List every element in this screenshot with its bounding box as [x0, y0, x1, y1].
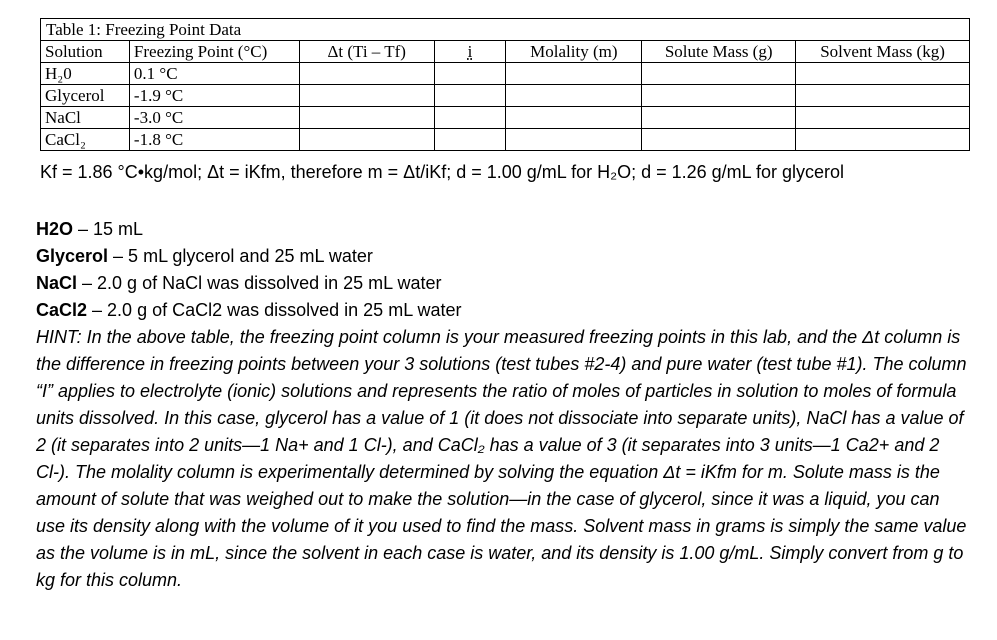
cell-empty [796, 129, 970, 151]
cell-solution: Glycerol [41, 85, 130, 107]
sample-desc: – 5 mL glycerol and 25 mL water [108, 246, 373, 266]
table-row [41, 107, 970, 129]
sample-h2o [36, 216, 976, 243]
hint-paragraph: HINT: In the above table, the freezing point column is your measured freezing points in this lab, and the Δt column is the difference in freezing points between your 3 solutions (test tubes #2-4) and pure water (test tube #1). The column “I” applies to electrolyte (ionic) solutions and represents the ratio of moles of particles in solution to moles of formula units dissolved. In this case, glycerol has a value of 1 (it does not dissociate into separate units), NaCl has a value of 2 (it separates into 2 units—1 Na+ and 1 Cl-), and CaCl₂ has a value of 3 (it separates into 3 units—1 Ca2+ and 2 Cl-). The molality column is experimentally determined by solving the equation Δt = iKfm for m. Solute mass is the amount of solute that was weighed out to make the solution—in the case of glycerol, since it was a liquid, you can use its density along with the volume of it you used to find the mass. Solvent mass in grams is simply the same value as the volume is in mL, since the solvent in each case is water, and its density is 1.00 g/mL. Simply convert from g to kg for this column. [36, 327, 967, 590]
sample-desc: – 2.0 g of CaCl2 was dissolved in 25 mL water [87, 300, 462, 320]
cell-empty [299, 107, 434, 129]
cell-empty [434, 107, 506, 129]
sample-nacl [36, 270, 976, 297]
cell-empty [506, 107, 642, 129]
cell-freezing-point: 0.1 °C [129, 63, 299, 85]
sample-cacl2 [36, 297, 976, 324]
cell-empty [642, 129, 796, 151]
notes-section [36, 216, 976, 594]
header-molality: Molality (m) [506, 41, 642, 63]
cell-empty [434, 85, 506, 107]
sample-desc: – 2.0 g of NaCl was dissolved in 25 mL water [77, 273, 442, 293]
cell-empty [796, 107, 970, 129]
cell-freezing-point: -3.0 °C [129, 107, 299, 129]
cell-empty [796, 63, 970, 85]
sample-desc: – 15 mL [73, 219, 144, 239]
constants-line: Kf = 1.86 °C•kg/mol; Δt = iKfm, therefore m = Δt/iKf; d = 1.00 g/mL for H₂O; d = 1.26 g/mL for glycerol [40, 162, 845, 182]
cell-freezing-point: -1.8 °C [129, 129, 299, 151]
cell-empty [506, 63, 642, 85]
header-freezing-point: Freezing Point (°C) [129, 41, 299, 63]
table-title-row [41, 19, 970, 41]
cell-empty [299, 63, 434, 85]
table-header-row [41, 41, 970, 63]
table-row [41, 85, 970, 107]
freezing-point-table [40, 18, 970, 151]
sample-glycerol [36, 243, 976, 270]
header-delta-t: Δt (Ti – Tf) [299, 41, 434, 63]
cell-empty [506, 85, 642, 107]
table-row [41, 129, 970, 151]
cell-empty [299, 85, 434, 107]
header-i: i [434, 41, 506, 63]
cell-empty [642, 85, 796, 107]
cell-solution: CaCl₂ [41, 129, 130, 151]
table-title: Table 1: Freezing Point Data [41, 19, 970, 41]
cell-empty [434, 129, 506, 151]
cell-empty [796, 85, 970, 107]
sample-name: NaCl [36, 273, 78, 293]
cell-solution: H₂0 [41, 63, 130, 85]
cell-solution: NaCl [41, 107, 130, 129]
table-row [41, 63, 970, 85]
cell-empty [434, 63, 506, 85]
header-solute-mass: Solute Mass (g) [642, 41, 796, 63]
cell-empty [506, 129, 642, 151]
cell-empty [642, 107, 796, 129]
header-solvent-mass: Solvent Mass (kg) [796, 41, 970, 63]
sample-name: Glycerol [36, 246, 109, 266]
cell-empty [299, 129, 434, 151]
cell-freezing-point: -1.9 °C [129, 85, 299, 107]
sample-name: H2O [36, 219, 74, 239]
sample-name: CaCl2 [36, 300, 88, 320]
cell-empty [642, 63, 796, 85]
header-solution: Solution [41, 41, 130, 63]
